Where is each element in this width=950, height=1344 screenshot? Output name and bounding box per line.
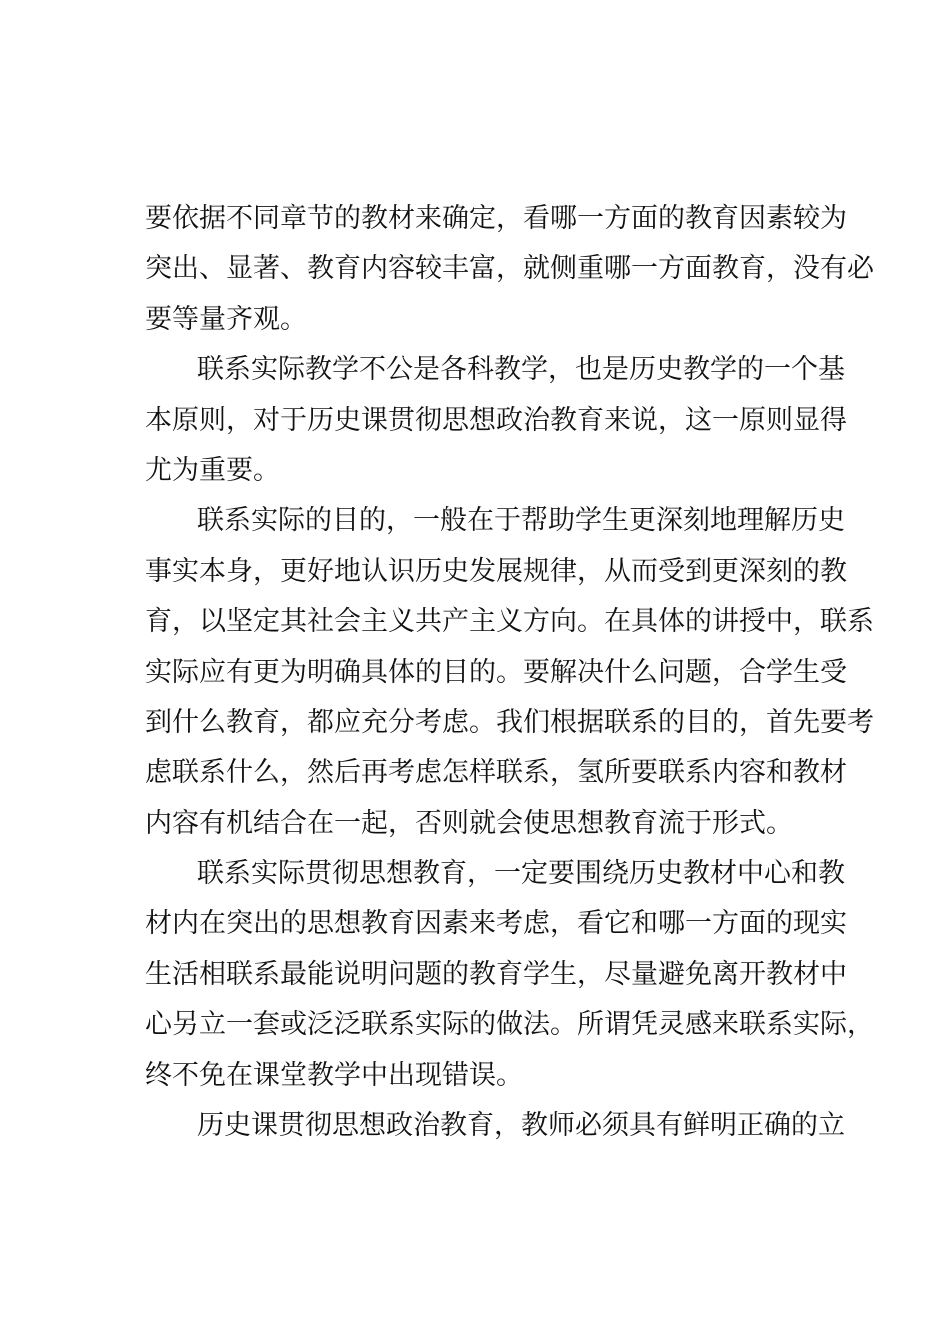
text-line: 联系实际贯彻思想教育，一定要围绕历史教材中心和教 bbox=[197, 858, 845, 890]
text-line: 要依据不同章节的教材来确定，看哪一方面的教育因素较为 bbox=[145, 203, 847, 234]
text-line: 尤为重要。 bbox=[145, 454, 280, 486]
text-line: 事实本身，更好地认识历史发展规律，从而受到更深刻的教 bbox=[145, 555, 847, 587]
text-line: 心另立一套或泛泛联系实际的做法。所谓凭灵感来联系实际， bbox=[145, 1009, 874, 1041]
text-line: 虑联系什么，然后再考虑怎样联系，氢所要联系内容和教材 bbox=[145, 757, 847, 789]
text-line: 突出、显著、教育内容较丰富，就侧重哪一方面教育，没有必 bbox=[145, 253, 874, 285]
body-text bbox=[145, 194, 874, 1151]
paragraph bbox=[145, 194, 874, 345]
text-line: 联系实际教学不公是各科教学，也是历史教学的一个基 bbox=[197, 354, 845, 386]
text-line: 育，以坚定其社会主义共产主义方向。在具体的讲授中，联系 bbox=[145, 606, 874, 638]
paragraph bbox=[145, 496, 874, 849]
paragraph bbox=[145, 1101, 845, 1151]
text-line: 联系实际的目的，一般在于帮助学生更深刻地理解历史 bbox=[197, 505, 845, 537]
text-line: 本原则，对于历史课贯彻思想政治教育来说，这一原则显得 bbox=[145, 404, 847, 436]
text-line: 历史课贯彻思想政治教育，教师必须具有鲜明正确的立 bbox=[197, 1110, 845, 1142]
paragraph bbox=[145, 849, 874, 1101]
text-line: 材内在突出的思想教育因素来考虑，看它和哪一方面的现实 bbox=[145, 908, 847, 940]
text-line: 要等量齐观。 bbox=[145, 303, 307, 335]
text-line: 生活相联系最能说明问题的教育学生，尽量避免离开教材中 bbox=[145, 958, 847, 990]
paragraph bbox=[145, 345, 847, 496]
text-line: 实际应有更为明确具体的目的。要解决什么问题，合学生受 bbox=[145, 656, 847, 688]
text-line: 终不免在课堂教学中出现错误。 bbox=[145, 1059, 523, 1091]
text-line: 内容有机结合在一起，否则就会使思想教育流于形式。 bbox=[145, 807, 793, 839]
text-line: 到什么教育，都应充分考虑。我们根据联系的目的，首先要考 bbox=[145, 706, 874, 738]
